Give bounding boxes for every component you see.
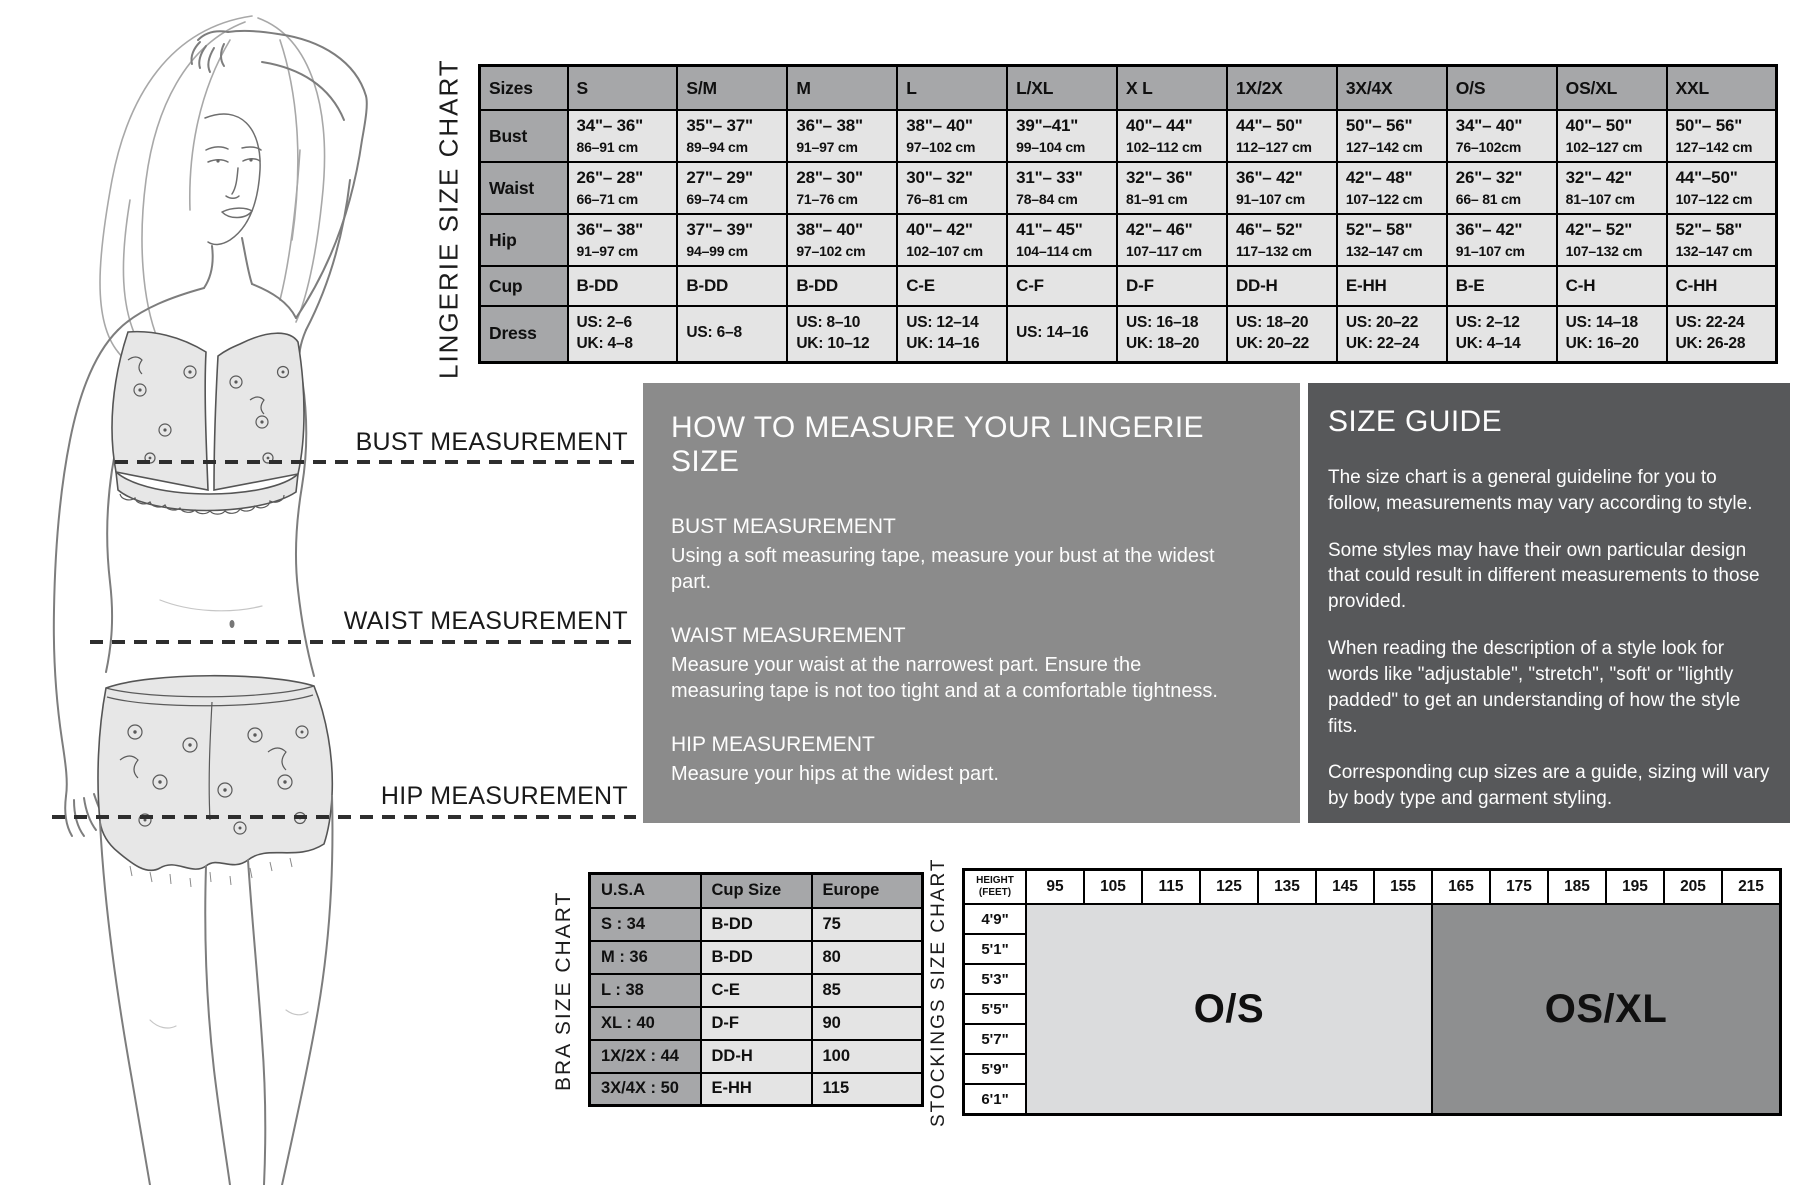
- cell-line-primary: US: 22-24: [1675, 313, 1745, 331]
- cell-line-primary: 41"– 45": [1016, 220, 1083, 240]
- bra-usa-size: M : 36: [590, 941, 701, 974]
- lingerie-cell: [1557, 110, 1667, 162]
- row-label: Waist: [480, 162, 568, 214]
- weight-column-header: 105: [1084, 870, 1142, 904]
- right-leg: [282, 796, 332, 1185]
- height-header-line: (FEET): [978, 887, 1012, 898]
- cell-line-secondary: 117–132 cm: [1235, 242, 1312, 259]
- bra-row: [590, 941, 923, 974]
- cell-line-primary: 34"– 36": [576, 116, 644, 136]
- weight-column-header: 195: [1606, 870, 1664, 904]
- cell-line-secondary: 102–112 cm: [1126, 138, 1202, 155]
- face-outline: [205, 114, 260, 244]
- cell-line-primary: 31"– 33": [1016, 168, 1083, 188]
- bra-cup-size: D-F: [701, 1007, 812, 1040]
- weight-column-header: 155: [1374, 870, 1432, 904]
- lingerie-cell: [787, 214, 897, 266]
- size-guide-paragraph: The size chart is a general guideline for you to follow, measurements may vary according to style.: [1328, 467, 1753, 514]
- lingerie-cell: [1337, 214, 1447, 266]
- hip-measurement-section: [671, 733, 1272, 787]
- lingerie-cell: [568, 162, 678, 214]
- cell-line-primary: 30"– 32": [906, 168, 973, 188]
- size-column-header: X L: [1117, 66, 1227, 111]
- lingerie-cell: [897, 110, 1007, 162]
- bra-row: [590, 1040, 923, 1073]
- cell-line-primary: 37"– 39": [686, 220, 753, 240]
- stockings-region-os: O/S: [1026, 904, 1432, 1114]
- cell-line-primary: 32"– 36": [1126, 168, 1193, 188]
- size-guide-paragraph: Corresponding cup sizes are a guide, sizing will vary by body type and garment styling.: [1328, 762, 1770, 810]
- lingerie-cell: [1117, 162, 1227, 214]
- waist-measurement-label: WAIST MEASUREMENT: [343, 607, 628, 635]
- lingerie-cell: [1007, 110, 1117, 162]
- bust-dashed-line: [115, 460, 636, 464]
- cell-line-secondary: 107–117 cm: [1126, 242, 1202, 259]
- cell-line-secondary: 94–99 cm: [686, 242, 748, 259]
- size-guide-panel: [1308, 383, 1790, 823]
- cell-line-primary: US: 2–6: [576, 313, 632, 331]
- cell-line-primary: 40"– 42": [906, 220, 973, 240]
- bra-europe-size: 115: [812, 1073, 923, 1106]
- height-row-label: 5'3": [964, 964, 1026, 994]
- navel: [230, 620, 235, 628]
- cell-line-secondary: 71–76 cm: [796, 190, 858, 207]
- height-row-label: 4'9": [964, 904, 1026, 934]
- cell-line-secondary: UK: 10–12: [796, 334, 870, 352]
- size-guide-paragraph: Some styles may have their own particular design that could result in different measurements to those provided.: [1328, 539, 1760, 613]
- cell-line-primary: 42"– 46": [1126, 220, 1193, 240]
- cell-line-secondary: 127–142 cm: [1345, 138, 1423, 155]
- lingerie-cell: [1667, 162, 1777, 214]
- cell-line-primary: 36"– 38": [796, 116, 863, 136]
- cell-line-primary: 36"– 38": [576, 220, 644, 240]
- cell-line-primary: 34"– 40": [1455, 116, 1523, 136]
- cell-line-secondary: 132–147 cm: [1675, 242, 1753, 259]
- bust-section-heading: BUST MEASUREMENT: [671, 515, 896, 538]
- hip-section-heading: HIP MEASUREMENT: [671, 732, 875, 756]
- cell-line-primary: 38"– 40": [906, 116, 973, 136]
- weight-column-header: 145: [1316, 870, 1374, 904]
- weight-column-header: 205: [1664, 870, 1722, 904]
- weight-column-header: 125: [1200, 870, 1258, 904]
- cell-line-primary: 39"–41": [1016, 116, 1079, 136]
- cell-line-secondary: 78–84 cm: [1016, 190, 1078, 207]
- weight-column-header: 115: [1142, 870, 1200, 904]
- bust-measurement-label: BUST MEASUREMENT: [355, 428, 628, 456]
- weight-column-header: 135: [1258, 870, 1316, 904]
- lingerie-row-hip: [480, 214, 1777, 266]
- bust-measurement-section: [671, 515, 1272, 596]
- cell-line-primary: 26"– 32": [1455, 168, 1523, 188]
- cell-line-primary: US: 14–16: [1016, 324, 1089, 342]
- lingerie-header-row: [480, 66, 1777, 111]
- lingerie-cell: [1447, 214, 1557, 266]
- cell-line-secondary: 127–142 cm: [1675, 138, 1753, 155]
- lingerie-cell: B-DD: [787, 266, 897, 306]
- size-guide-title: SIZE GUIDE: [1328, 405, 1503, 438]
- lingerie-row-bust: [480, 110, 1777, 162]
- bra-left-cup: [112, 332, 208, 490]
- cell-line-secondary: UK: 26-28: [1675, 334, 1746, 352]
- bra-cup-size: E-HH: [701, 1073, 812, 1106]
- cell-line-secondary: 66– 81 cm: [1455, 190, 1521, 207]
- bra-europe-size: 90: [812, 1007, 923, 1040]
- cell-line-secondary: UK: 16–20: [1565, 334, 1639, 352]
- row-label: Hip: [480, 214, 568, 266]
- bra-column-header: Europe: [812, 874, 923, 908]
- cell-line-primary: 28"– 30": [796, 168, 863, 188]
- hip-measurement-label: HIP MEASUREMENT: [380, 782, 628, 810]
- lingerie-cell: [1447, 162, 1557, 214]
- bra-usa-size: XL : 40: [590, 1007, 701, 1040]
- lingerie-cell: [1667, 214, 1777, 266]
- bra-cup-size: DD-H: [701, 1040, 812, 1073]
- weight-column-header: 175: [1490, 870, 1548, 904]
- lingerie-cell: [1447, 306, 1557, 362]
- cell-line-secondary: 91–97 cm: [576, 242, 638, 259]
- lingerie-cell: [1117, 110, 1227, 162]
- lingerie-cell: [677, 306, 787, 362]
- size-column-header: 3X/4X: [1337, 66, 1447, 111]
- lingerie-cell: [1337, 110, 1447, 162]
- cell-line-primary: 50"– 56": [1675, 116, 1743, 136]
- how-to-measure-title: HOW TO MEASURE YOUR LINGERIE SIZE: [671, 411, 1204, 478]
- bra-usa-size: S : 34: [590, 908, 701, 941]
- cell-line-primary: US: 20–22: [1345, 313, 1419, 331]
- cell-line-secondary: 97–102 cm: [796, 242, 866, 259]
- size-column-header: L: [897, 66, 1007, 111]
- bra-column-header: Cup Size: [701, 874, 812, 908]
- lingerie-size-chart-vertical-label: LINGERIE SIZE CHART: [433, 58, 464, 380]
- stockings-size-chart-vertical-label: STOCKINGS SIZE CHART: [928, 857, 949, 1127]
- bra-row: [590, 1073, 923, 1106]
- cell-line-primary: 26"– 28": [576, 168, 644, 188]
- cell-line-secondary: 132–147 cm: [1345, 242, 1423, 259]
- bra-header-row: [590, 874, 923, 908]
- cell-line-primary: 44"–50": [1675, 168, 1738, 188]
- weight-column-header: 215: [1722, 870, 1780, 904]
- lingerie-cell: [1227, 306, 1337, 362]
- cell-line-secondary: 91–107 cm: [1455, 242, 1525, 259]
- cell-line-secondary: 102–127 cm: [1565, 138, 1643, 155]
- left-leg: [100, 822, 150, 1185]
- cell-line-secondary: UK: 4–8: [576, 334, 633, 352]
- lingerie-cell: C-E: [897, 266, 1007, 306]
- cell-line-primary: 36"– 42": [1235, 168, 1303, 188]
- lingerie-cell: [1227, 110, 1337, 162]
- cell-line-primary: US: 2–12: [1455, 313, 1520, 331]
- cell-line-primary: 40"– 50": [1565, 116, 1633, 136]
- lingerie-cell: [1557, 306, 1667, 362]
- cell-line-secondary: 107–122 cm: [1675, 190, 1753, 207]
- lingerie-cell: B-DD: [677, 266, 787, 306]
- lace-shorts: [98, 676, 332, 871]
- cell-line-primary: US: 12–14: [906, 313, 979, 331]
- cell-line-secondary: 76–81 cm: [906, 190, 968, 207]
- bra-europe-size: 75: [812, 908, 923, 941]
- waist-section-body: Measure your waist at the narrowest part. Ensure the measuring tape is not too tight and at a comfortable tightness.: [671, 653, 1218, 703]
- cell-line-secondary: UK: 20–22: [1235, 334, 1310, 352]
- bra-size-table: [588, 872, 924, 1107]
- cell-line-secondary: 91–97 cm: [796, 138, 858, 155]
- lingerie-cell: D-F: [1117, 266, 1227, 306]
- cell-line-primary: US: 16–18: [1126, 313, 1199, 331]
- bra-right-cup: [214, 333, 304, 490]
- size-column-header: OS/XL: [1557, 66, 1667, 111]
- cell-line-secondary: 112–127 cm: [1235, 138, 1312, 155]
- how-to-measure-panel: [643, 383, 1300, 823]
- lingerie-cell: [1227, 214, 1337, 266]
- cell-line-secondary: 107–122 cm: [1345, 190, 1423, 207]
- lingerie-cell: [1007, 214, 1117, 266]
- cell-line-secondary: UK: 22–24: [1345, 334, 1420, 352]
- lingerie-cell: [897, 214, 1007, 266]
- stockings-region-osxl: OS/XL: [1432, 904, 1780, 1114]
- lingerie-cell: [677, 214, 787, 266]
- lingerie-cell: B-E: [1447, 266, 1557, 306]
- bra-cup-size: B-DD: [701, 941, 812, 974]
- lingerie-size-table: [478, 64, 1778, 364]
- cell-line-primary: 42"– 48": [1345, 168, 1413, 188]
- cell-line-primary: 52"– 58": [1345, 220, 1413, 240]
- height-feet-header: [964, 870, 1026, 904]
- height-row-label: 6'1": [964, 1084, 1026, 1114]
- bra-europe-size: 100: [812, 1040, 923, 1073]
- lingerie-cell: [1557, 214, 1667, 266]
- lingerie-cell: B-DD: [568, 266, 678, 306]
- height-header-line: HEIGHT: [976, 875, 1014, 886]
- cell-line-secondary: 81–107 cm: [1565, 190, 1635, 207]
- bra-row: [590, 908, 923, 941]
- bra-usa-size: 1X/2X : 44: [590, 1040, 701, 1073]
- lingerie-cell: [1337, 162, 1447, 214]
- cell-line-primary: 50"– 56": [1345, 116, 1413, 136]
- lingerie-cell: [1667, 110, 1777, 162]
- hip-dashed-line: [52, 815, 636, 819]
- row-label: Bust: [480, 110, 568, 162]
- lingerie-cell: C-HH: [1667, 266, 1777, 306]
- cell-line-secondary: 91–107 cm: [1235, 190, 1305, 207]
- row-label: Cup: [480, 266, 568, 306]
- bra-size-chart-vertical-label: BRA SIZE CHART: [552, 890, 575, 1092]
- cell-line-primary: 27"– 29": [686, 168, 753, 188]
- cell-line-primary: 44"– 50": [1235, 116, 1303, 136]
- cell-line-primary: US: 18–20: [1235, 313, 1309, 331]
- lingerie-cell: [568, 306, 678, 362]
- bra-usa-size: 3X/4X : 50: [590, 1073, 701, 1106]
- lingerie-row-dress: [480, 306, 1777, 362]
- lingerie-cell: [1227, 162, 1337, 214]
- cell-line-secondary: 69–74 cm: [686, 190, 748, 207]
- height-row-label: 5'9": [964, 1054, 1026, 1084]
- weight-column-header: 185: [1548, 870, 1606, 904]
- lingerie-row-waist: [480, 162, 1777, 214]
- lingerie-cell: [1007, 162, 1117, 214]
- bra-row: [590, 974, 923, 1007]
- size-column-header: XXL: [1667, 66, 1777, 111]
- bra-row: [590, 1007, 923, 1040]
- lingerie-cell: [1117, 214, 1227, 266]
- waist-dashed-line: [90, 640, 636, 644]
- cell-line-secondary: 66–71 cm: [576, 190, 638, 207]
- size-guide-paragraph: When reading the description of a style look for words like "adjustable", "stretch", "soft' or "lightly padded" to get an understanding of how the style fits.: [1328, 638, 1741, 737]
- cell-line-secondary: 97–102 cm: [906, 138, 976, 155]
- bra-europe-size: 85: [812, 974, 923, 1007]
- size-column-header: S: [568, 66, 678, 111]
- stockings-size-table: [962, 868, 1782, 1116]
- row-label: Dress: [480, 306, 568, 362]
- height-row-label: 5'7": [964, 1024, 1026, 1054]
- cell-line-primary: 40"– 44": [1126, 116, 1193, 136]
- lingerie-row-cup: [480, 266, 1777, 306]
- cell-line-secondary: 104–114 cm: [1016, 242, 1092, 259]
- size-column-header: L/XL: [1007, 66, 1117, 111]
- height-row-label: 5'5": [964, 994, 1026, 1024]
- cell-line-primary: US: 6–8: [686, 324, 742, 342]
- cell-line-secondary: 102–107 cm: [906, 242, 983, 259]
- lingerie-cell: [787, 162, 897, 214]
- cell-line-secondary: 81–91 cm: [1126, 190, 1188, 207]
- lingerie-cell: DD-H: [1227, 266, 1337, 306]
- lingerie-cell: [1667, 306, 1777, 362]
- cell-line-primary: 36"– 42": [1455, 220, 1523, 240]
- lingerie-cell: [1557, 162, 1667, 214]
- cell-line-primary: 46"– 52": [1235, 220, 1303, 240]
- cell-line-secondary: 76–102cm: [1455, 138, 1522, 155]
- lingerie-cell: [787, 110, 897, 162]
- lingerie-cell: [787, 306, 897, 362]
- height-row-label: 5'1": [964, 934, 1026, 964]
- cell-line-secondary: 99–104 cm: [1016, 138, 1086, 155]
- waist-section-heading: WAIST MEASUREMENT: [671, 623, 906, 647]
- cell-line-primary: 52"– 58": [1675, 220, 1743, 240]
- lingerie-cell: [1007, 306, 1117, 362]
- lingerie-cell: [1117, 306, 1227, 362]
- size-column-header: O/S: [1447, 66, 1557, 111]
- cell-line-primary: 32"– 42": [1565, 168, 1633, 188]
- cell-line-secondary: UK: 4–14: [1455, 334, 1521, 352]
- cell-line-primary: 42"– 52": [1565, 220, 1633, 240]
- size-column-header: M: [787, 66, 897, 111]
- bra-column-header: U.S.A: [590, 874, 701, 908]
- bra-usa-size: L : 38: [590, 974, 701, 1007]
- weight-column-header: 165: [1432, 870, 1490, 904]
- bra-cup-size: B-DD: [701, 908, 812, 941]
- waist-measurement-section: [671, 624, 1272, 705]
- lingerie-cell: [1337, 306, 1447, 362]
- cell-line-primary: US: 14–18: [1565, 313, 1638, 331]
- lingerie-cell: [897, 306, 1007, 362]
- size-column-header: S/M: [677, 66, 787, 111]
- sizes-corner-header: Sizes: [480, 66, 568, 111]
- cell-line-primary: US: 8–10: [796, 313, 861, 331]
- cell-line-secondary: UK: 18–20: [1126, 334, 1200, 352]
- bra-europe-size: 80: [812, 941, 923, 974]
- lingerie-cell: C-H: [1557, 266, 1667, 306]
- lingerie-cell: [897, 162, 1007, 214]
- cell-line-secondary: 107–132 cm: [1565, 242, 1643, 259]
- bust-section-body: Using a soft measuring tape, measure your bust at the widest part.: [671, 545, 1215, 594]
- cell-line-secondary: UK: 14–16: [906, 334, 980, 352]
- lingerie-cell: E-HH: [1337, 266, 1447, 306]
- cell-line-primary: 35"– 37": [686, 116, 753, 136]
- hair-stroke: [100, 16, 252, 352]
- lingerie-cell: [568, 110, 678, 162]
- weight-column-header: 95: [1026, 870, 1084, 904]
- lingerie-cell: [677, 110, 787, 162]
- lingerie-cell: C-F: [1007, 266, 1117, 306]
- cell-line-primary: 38"– 40": [796, 220, 863, 240]
- bra-cup-size: C-E: [701, 974, 812, 1007]
- cell-line-secondary: 86–91 cm: [576, 138, 638, 155]
- cell-line-secondary: 89–94 cm: [686, 138, 748, 155]
- raised-arm: [296, 96, 367, 318]
- lingerie-cell: [568, 214, 678, 266]
- size-column-header: 1X/2X: [1227, 66, 1337, 111]
- lingerie-cell: [677, 162, 787, 214]
- lingerie-cell: [1447, 110, 1557, 162]
- hip-section-body: Measure your hips at the widest part.: [671, 762, 999, 785]
